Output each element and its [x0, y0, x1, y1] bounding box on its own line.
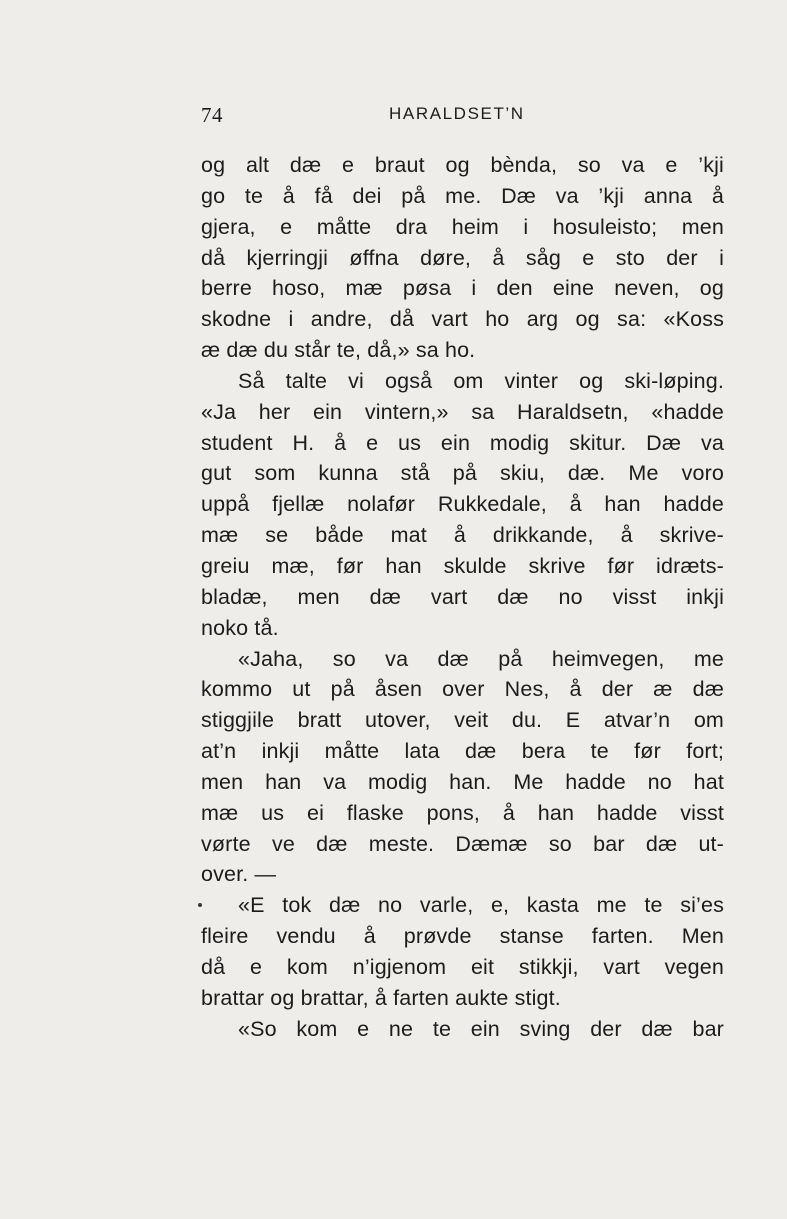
body-text [201, 150, 724, 1044]
text-line: go te å få dei på me. Dæ va ’kji anna å [201, 183, 724, 208]
text-line: over. — [201, 862, 277, 887]
text-line: stiggjile bratt utover, veit du. E atvar’n om [201, 708, 724, 733]
text-line: gut som kunna stå på skiu, dæ. Me voro [201, 461, 724, 486]
text-line: noko tå. [201, 615, 279, 640]
text-line: då kjerringji øffna døre, å såg e sto der i [201, 245, 724, 270]
text-line: student H. å e us ein modig skitur. Dæ va [201, 430, 724, 455]
text-line: «So kom e ne te ein sving der dæ bar [238, 1016, 724, 1041]
text-line: og alt dæ e braut og bènda, so va e ’kji [201, 153, 724, 177]
text-line: vørte ve dæ meste. Dæmæ so bar dæ ut- [201, 831, 724, 856]
text-line: mæ us ei flaske pons, å han hadde visst [201, 800, 724, 825]
text-line: uppå fjellæ nolafør Rukkedale, å han hadde [201, 492, 724, 517]
text-line: gjera, e måtte dra heim i hosuleisto; men [201, 214, 724, 239]
text-line: «Jaha, so va dæ på heimvegen, me [238, 646, 724, 671]
text-line: greiu mæ, før han skulde skrive før idræts- [201, 553, 724, 578]
text-line: kommo ut på åsen over Nes, å der æ dæ [201, 677, 724, 702]
text-line: fleire vendu å prøvde stanse farten. Men [201, 924, 724, 949]
text-line: berre hoso, mæ pøsa i den eine neven, og [201, 276, 724, 301]
running-title: HARALDSET’N [389, 104, 525, 123]
text-line: Så talte vi også om vinter og ski-løping. [238, 368, 724, 393]
text-line: brattar og brattar, å farten aukte stigt. [201, 985, 561, 1010]
text-line: bladæ, men dæ vart dæ no visst inkji [201, 584, 724, 609]
text-line: «Ja her ein vintern,» sa Haraldsetn, «hadde [201, 399, 724, 424]
page-header [201, 103, 723, 131]
text-line: skodne i andre, då vart ho arg og sa: «Koss [201, 307, 724, 332]
text-line: men han va modig han. Me hadde no hat [201, 769, 724, 794]
text-line: mæ se både mat å drikkande, å skrive- [201, 523, 724, 548]
text-line: då e kom n’igjenom eit stikkji, vart vegen [201, 954, 724, 979]
text-line: at’n inkji måtte lata dæ bera te før fort; [201, 739, 724, 764]
text-line: «E tok dæ no varle, e, kasta me te si’es [238, 893, 724, 918]
page-number: 74 [201, 103, 223, 127]
text-line: æ dæ du står te, då,» sa ho. [201, 338, 476, 363]
